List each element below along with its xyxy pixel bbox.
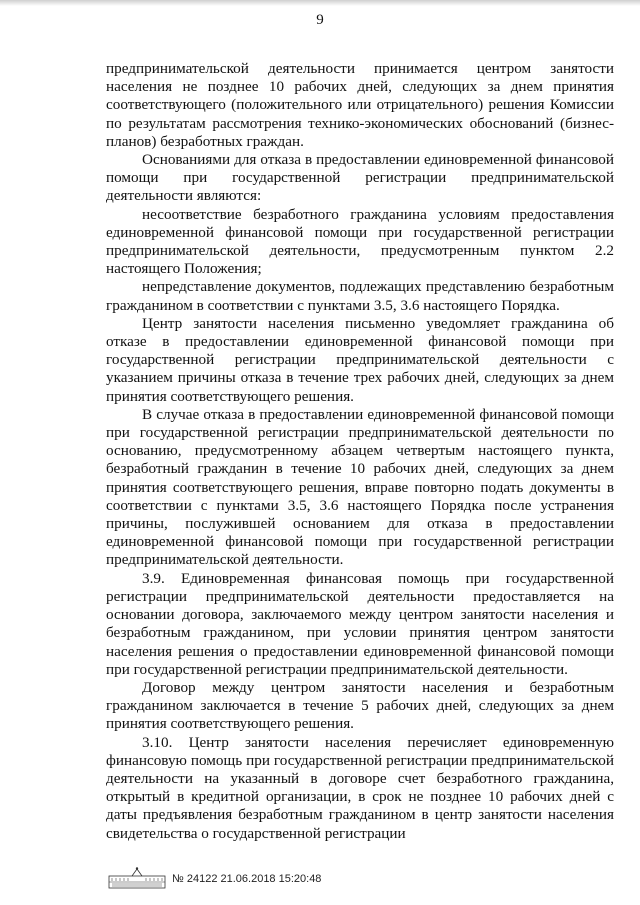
paragraph-3: несоответствие безработного гражданина условиям предоставления единовременной финансовой помощи при государственной регистрации предпринимательской деятельности, предусмотренным пунктом 2.2 настоящего Положения; (106, 205, 614, 278)
paragraph-5: Центр занятости населения письменно уведомляет гражданина об отказе в предоставлении единовременной финансовой помощи при государственной регистрации предпринимательской деятельности с указанием причины отказа в течение трех рабочих дней, следующих за днем принятия соответствующего решения. (106, 314, 614, 405)
page-number: 9 (316, 12, 324, 28)
registration-footer (108, 866, 528, 892)
paragraph-9: 3.10. Центр занятости населения перечисляет единовременную финансовую помощь при государственной регистрации предпринимательской деятельности на указанный в договоре счет безработного гражданина, открытый в кредитной организации, в срок не позднее 10 рабочих дней с даты предъявления безработным гражданином в центр занятости населения свидетельства о государственной регистрации (106, 733, 614, 842)
paragraph-6: В случае отказа в предоставлении единовременной финансовой помощи при государственной регистрации предпринимательской деятельности по основанию, предусмотренному абзацем четвертым настоящего пункта, безработный гражданин в течение 10 рабочих дней, следующих за днем принятия соответствующего решения, вправе повторно подать документы в соответствии с пунктами 3.5, 3.6 настоящего Порядка после устранения причины, послужившей основанием для отказа в предоставлении единовременной финансовой помощи при государственной регистрации предпринимательской деятельности. (106, 405, 614, 569)
paragraph-1: предпринимательской деятельности принимается центром занятости населения не позднее 10 рабочих дней, следующих за днем принятия соответствующего (положительного или отрицательного) решения Комиссии по результатам рассмотрения технико-экономических обоснований (бизнес-планов) безработных граждан. (106, 60, 614, 150)
registry-stamp-icon (108, 866, 166, 890)
registration-number: № 24122 21.06.2018 15:20:48 (172, 873, 322, 885)
document-body (106, 60, 614, 843)
paragraph-7: 3.9. Единовременная финансовая помощь при государственной регистрации предпринимательской деятельности предоставляется на основании договора, заключаемого между центром занятости населения и безработным гражданином, при условии принятия центром занятости населения решения о предоставлении единовременной финансовой помощи при государственной регистрации предпринимательской деятельности. (106, 569, 614, 678)
paragraph-8: Договор между центром занятости населения и безработным гражданином заключается в течение 5 рабочих дней, следующих за днем принятия соответствующего решения. (106, 678, 614, 733)
paragraph-4: непредставление документов, подлежащих представлению безработным гражданином в соответствии с пунктами 3.5, 3.6 настоящего Порядка. (106, 278, 614, 314)
scan-top-edge (0, 0, 640, 6)
paragraph-2: Основаниями для отказа в предоставлении единовременной финансовой помощи при государственной регистрации предпринимательской деятельности являются: (106, 151, 614, 205)
